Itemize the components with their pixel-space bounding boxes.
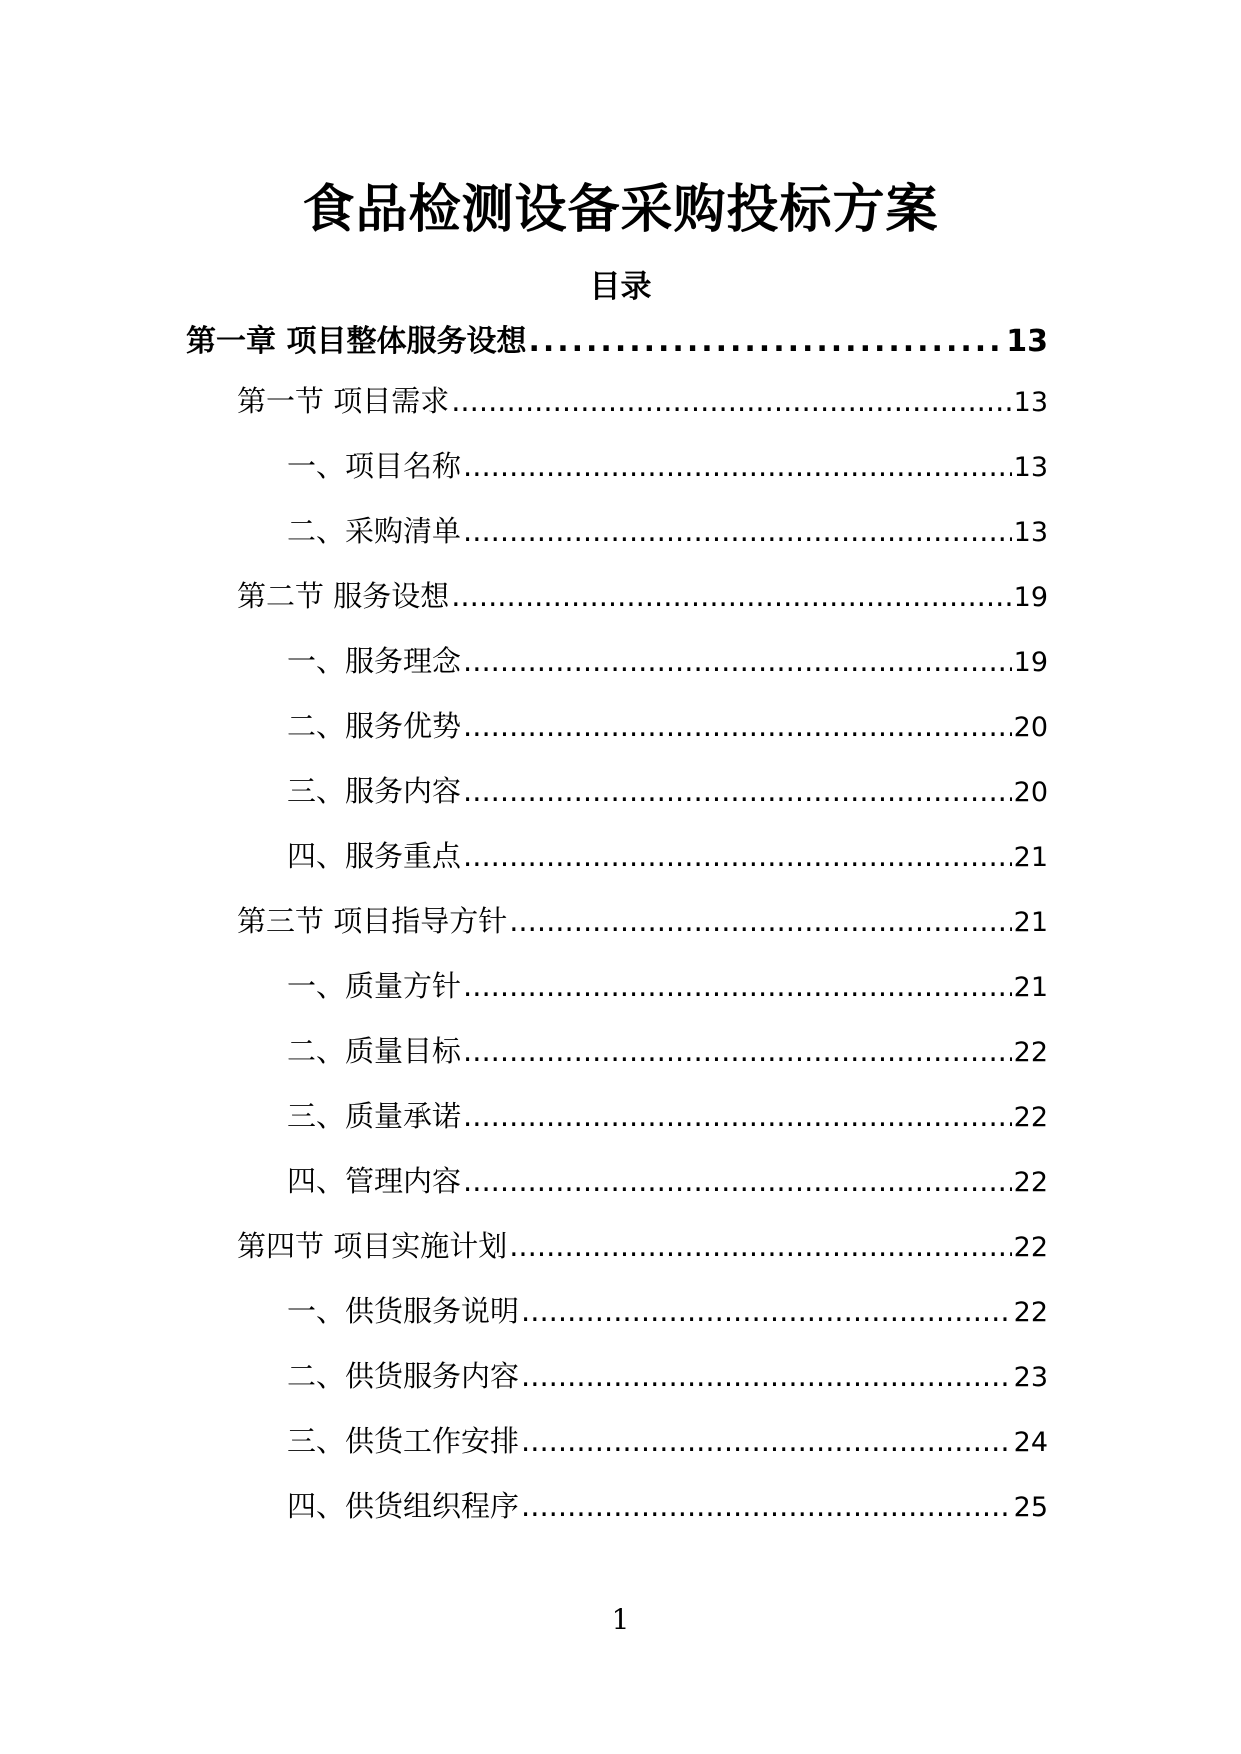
toc-entry-page: 24 xyxy=(1013,1427,1048,1458)
toc-entry-page: 13 xyxy=(1013,517,1048,548)
toc-entry-label: 第一章 项目整体服务设想 xyxy=(186,324,527,359)
toc-leader-dots xyxy=(521,1485,1012,1527)
toc-entry-subsection[interactable] xyxy=(287,705,1048,749)
toc-entry-subsection[interactable] xyxy=(287,1355,1048,1399)
toc-entry-subsection[interactable] xyxy=(287,770,1048,814)
toc-entry-label: 一、供货服务说明 xyxy=(287,1294,520,1328)
toc-entry-page: 19 xyxy=(1013,582,1048,613)
toc-entry-label: 一、服务理念 xyxy=(287,644,462,678)
document-title: 食品检测设备采购投标方案 xyxy=(302,180,939,240)
toc-leader-dots xyxy=(451,575,1011,617)
toc-entry-page: 22 xyxy=(1013,1102,1048,1133)
toc-entry-label: 二、供货服务内容 xyxy=(287,1359,520,1393)
toc-entry-section[interactable] xyxy=(237,900,1048,944)
toc-entry-subsection[interactable] xyxy=(287,640,1048,684)
toc-entry-subsection[interactable] xyxy=(287,835,1048,879)
page-number: 1 xyxy=(611,1603,630,1636)
toc-leader-dots xyxy=(521,1290,1012,1332)
toc-leader-dots xyxy=(463,835,1012,877)
toc-entry-page: 13 xyxy=(1013,387,1048,418)
toc-entry-subsection[interactable] xyxy=(287,1420,1048,1464)
toc-entry-subsection[interactable] xyxy=(287,1095,1048,1139)
toc-leader-dots xyxy=(463,705,1012,747)
toc-entry-label: 第三节 项目指导方针 xyxy=(237,904,508,938)
toc-entry-label: 四、管理内容 xyxy=(287,1164,462,1198)
toc-entry-label: 三、质量承诺 xyxy=(287,1099,462,1133)
toc-entry-page: 20 xyxy=(1013,777,1048,808)
toc-entry-label: 三、供货工作安排 xyxy=(287,1424,520,1458)
toc-entry-section[interactable] xyxy=(237,1225,1048,1269)
toc-entry-label: 二、服务优势 xyxy=(287,709,462,743)
toc-entry-subsection[interactable] xyxy=(287,1290,1048,1334)
toc-leader-dots xyxy=(509,1225,1011,1267)
toc-entry-label: 第四节 项目实施计划 xyxy=(237,1229,508,1263)
toc-entry-page: 21 xyxy=(1013,972,1048,1003)
toc-entry-label: 三、服务内容 xyxy=(287,774,462,808)
toc-entry-subsection[interactable] xyxy=(287,445,1048,489)
toc-leader-dots xyxy=(463,1095,1012,1137)
toc-entry-label: 四、供货组织程序 xyxy=(287,1489,520,1523)
toc-leader-dots xyxy=(463,510,1012,552)
toc-entry-subsection[interactable] xyxy=(287,510,1048,554)
toc-entry-label: 一、质量方针 xyxy=(287,969,462,1003)
toc-entry-page: 13 xyxy=(1013,452,1048,483)
toc-entry-label: 二、质量目标 xyxy=(287,1034,462,1068)
toc-leader-dots xyxy=(463,965,1012,1007)
toc-entry-section[interactable] xyxy=(237,380,1048,424)
toc-entry-section[interactable] xyxy=(237,575,1048,619)
toc-entry-label: 第一节 项目需求 xyxy=(237,384,450,418)
toc-leader-dots xyxy=(521,1420,1012,1462)
toc-entry-subsection[interactable] xyxy=(287,1030,1048,1074)
toc-entry-page: 22 xyxy=(1013,1037,1048,1068)
toc-entry-page: 23 xyxy=(1013,1362,1048,1393)
toc-entry-page: 25 xyxy=(1013,1492,1048,1523)
toc-leader-dots xyxy=(463,640,1012,682)
toc-entry-subsection[interactable] xyxy=(287,1485,1048,1529)
toc-entry-page: 22 xyxy=(1013,1297,1048,1328)
toc-leader-dots xyxy=(451,380,1011,422)
toc-heading: 目录 xyxy=(589,269,652,305)
toc-leader-dots xyxy=(463,1160,1012,1202)
toc-entry-page: 20 xyxy=(1013,712,1048,743)
toc-entry-label: 第二节 服务设想 xyxy=(237,579,450,613)
toc-entry-subsection[interactable] xyxy=(287,1160,1048,1204)
toc-entry-page: 21 xyxy=(1013,907,1048,938)
toc-entry-page: 19 xyxy=(1013,647,1048,678)
toc-leader-dots xyxy=(528,320,1004,364)
toc-entry-label: 二、采购清单 xyxy=(287,514,462,548)
toc-entry-chapter-1[interactable] xyxy=(186,320,1048,364)
toc-entry-subsection[interactable] xyxy=(287,965,1048,1009)
toc-leader-dots xyxy=(463,445,1012,487)
toc-entry-label: 四、服务重点 xyxy=(287,839,462,873)
toc-leader-dots xyxy=(521,1355,1012,1397)
toc-entry-page: 22 xyxy=(1013,1167,1048,1198)
toc-entry-label: 一、项目名称 xyxy=(287,449,462,483)
toc-leader-dots xyxy=(463,1030,1012,1072)
toc-leader-dots xyxy=(463,770,1012,812)
toc-entry-page: 21 xyxy=(1013,842,1048,873)
toc-leader-dots xyxy=(509,900,1011,942)
toc-entry-page: 22 xyxy=(1013,1232,1048,1263)
toc-entry-page: 13 xyxy=(1006,324,1048,359)
